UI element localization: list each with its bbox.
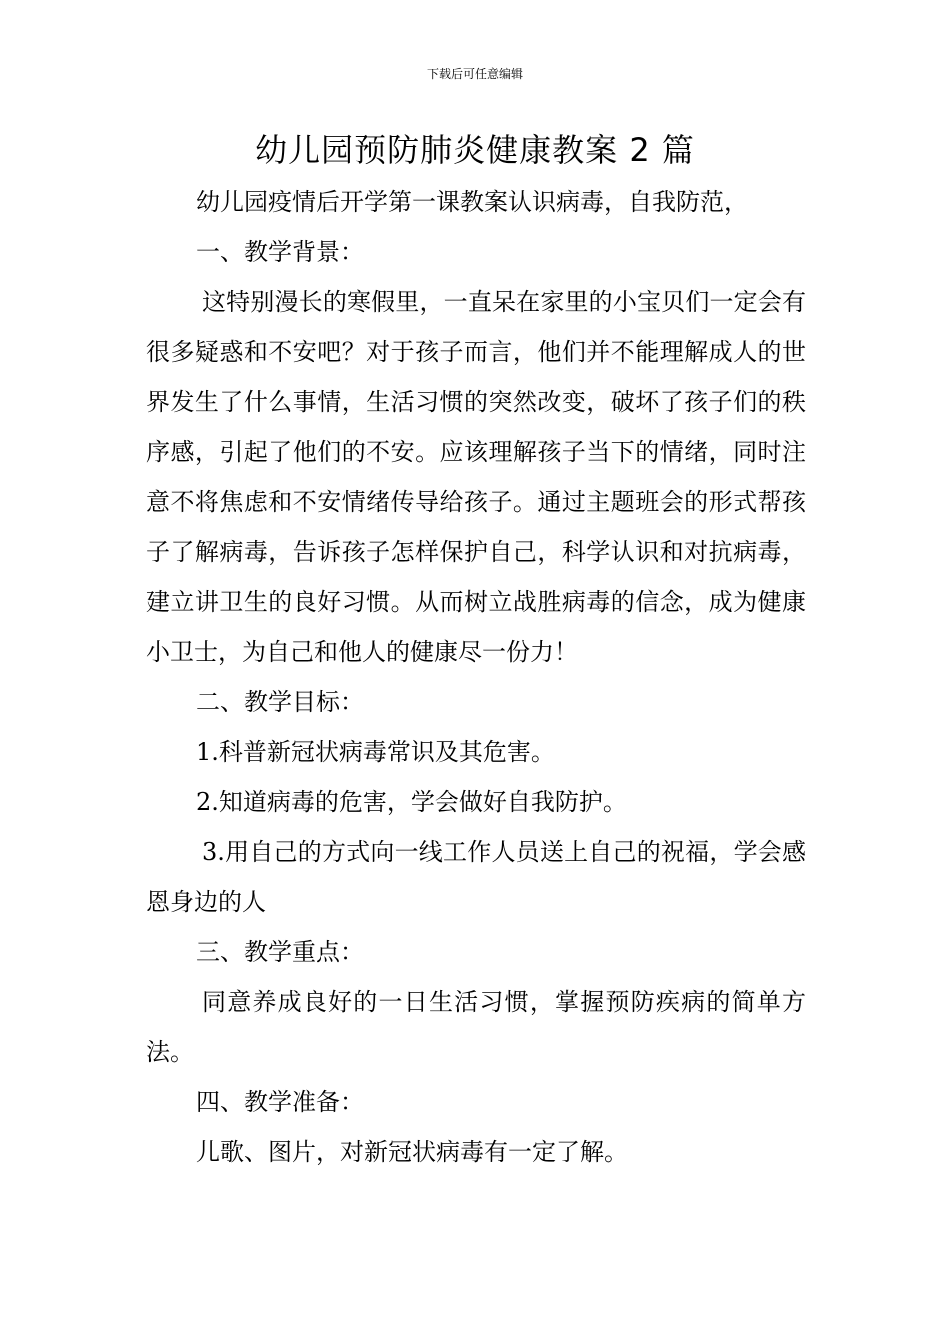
page-header-note: 下载后可任意编辑 [426,67,523,81]
intro-paragraph: 幼儿园疫情后开学第一课教案认识病毒，自我防范， [196,188,748,216]
goal-item-3: 3.用自己的方式向一线工作人员送上自己的祝福，学会感恩身边的人 [146,838,806,916]
document-body [146,177,806,1177]
section-heading-preparation: 四、教学准备： [196,1088,364,1116]
preparation-paragraph: 儿歌、图片，对新冠状病毒有一定了解。 [196,1138,628,1166]
section-heading-background: 一、教学背景： [196,238,364,266]
goal-item-1: 1.科普新冠状病毒常识及其危害。 [196,738,555,766]
goal-item-2: 2.知道病毒的危害，学会做好自我防护。 [196,788,627,816]
section-heading-goals: 二、教学目标： [196,688,364,716]
key-points-paragraph: 同意养成良好的一日生活习惯，掌握预防疾病的简单方法。 [146,988,806,1066]
document-title: 幼儿园预防肺炎健康教案 2 篇 [255,131,695,169]
background-paragraph: 这特别漫长的寒假里，一直呆在家里的小宝贝们一定会有很多疑惑和不安吧？对于孩子而言，他们并不能理解成人的世界发生了什么事情，生活习惯的突然改变，破坏了孩子们的秩序感，引起了他们的不安。应该理解孩子当下的情绪，同时注意不将焦虑和不安情绪传导给孩子。通过主题班会的形式帮孩子了解病毒，告诉孩子怎样保护自己，科学认识和对抗病毒，建立讲卫生的良好习惯。从而树立战胜病毒的信念，成为健康小卫士，为自己和他人的健康尽一份力！ [146,288,806,666]
section-heading-key-points: 三、教学重点： [196,938,364,966]
